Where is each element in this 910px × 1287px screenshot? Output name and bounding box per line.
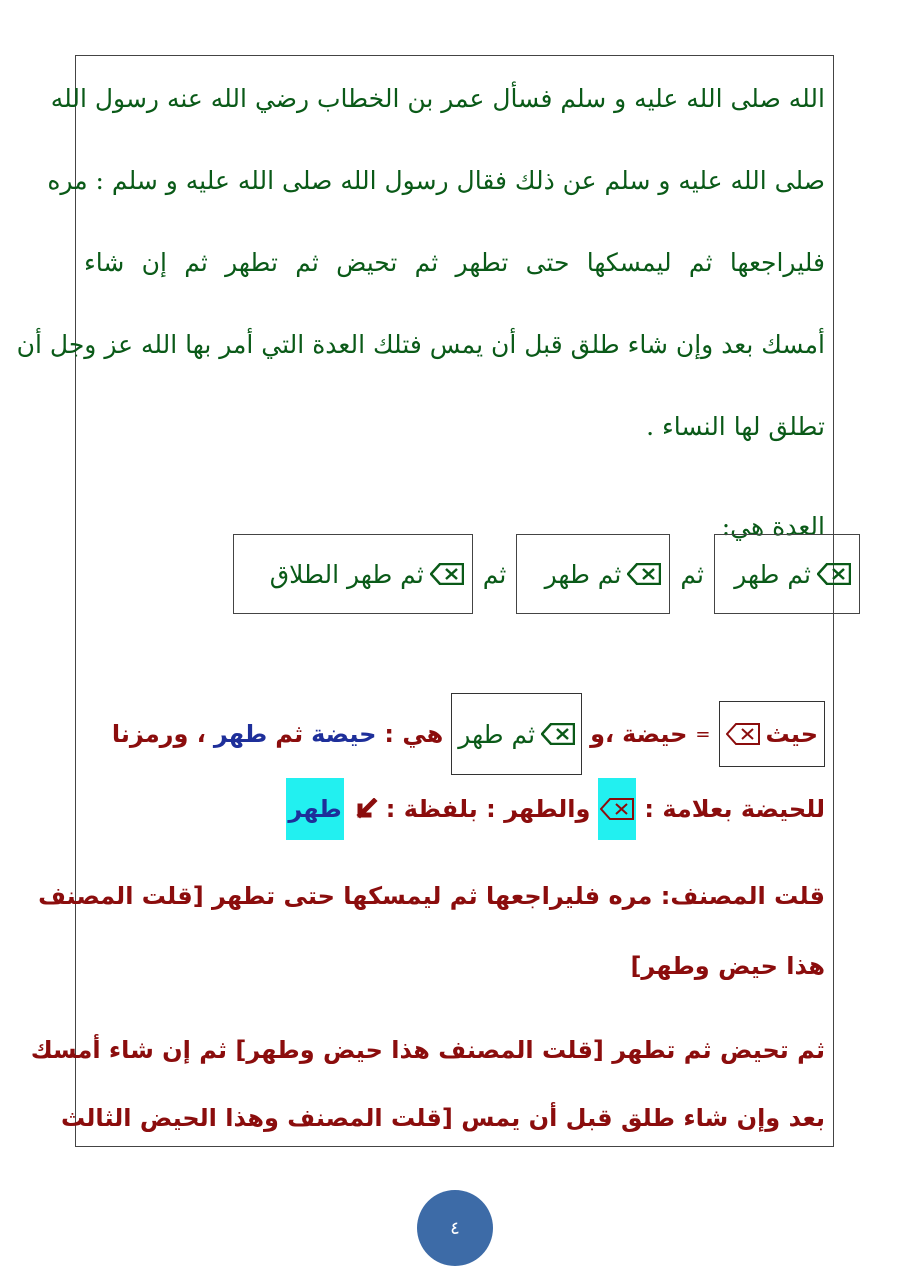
arrow-down-left-icon — [352, 798, 378, 820]
sequence-then-2: ثم — [482, 559, 507, 589]
rest-phrase: ، ورمزنا — [111, 720, 206, 748]
hadith-line-1: الله صلى الله عليه و سلم فسأل عمر بن الخطاب رضي الله عنه رسول الله — [50, 84, 825, 113]
hadith-line-5: تطلق لها النساء . — [646, 412, 825, 441]
hayda-blue-word: حيضة — [311, 720, 377, 748]
then-tuhr-label: ثم طهر — [458, 719, 536, 749]
is-word: هي : — [384, 720, 444, 748]
idda-sequence — [233, 533, 860, 615]
where-box — [719, 701, 826, 767]
sequence-then-1: ثم — [680, 559, 704, 589]
commentary-line-3: ثم تحيض ثم تطهر [قلت المصنف هذا حيض وطهر] ثم إن شاء أمسك — [30, 1036, 825, 1064]
hayda-word: حيضة — [622, 720, 688, 748]
hayda-tuhr-box — [451, 693, 582, 775]
commentary-line-2: هذا حيض وطهر] — [630, 952, 825, 980]
sequence-box-1 — [714, 534, 860, 614]
box-x-icon — [627, 563, 661, 585]
box-x-icon — [430, 563, 464, 585]
definition-line — [84, 692, 825, 776]
page-number-badge: ٤ — [417, 1190, 493, 1266]
box-x-icon — [541, 723, 575, 745]
box-x-icon — [817, 563, 851, 585]
symbols-line — [84, 778, 825, 840]
tuhr-highlight-word: طهر — [286, 778, 343, 840]
hadith-line-4: أمسك بعد وإن شاء طلق قبل أن يمس فتلك العدة التي أمر بها الله عز وجل أن — [16, 330, 825, 359]
sequence-label-2: ثم طهر — [544, 559, 622, 589]
sequence-label-1: ثم طهر — [734, 559, 811, 589]
box-x-icon — [726, 723, 760, 745]
hadith-line-2: صلى الله عليه و سلم عن ذلك فقال رسول الله صلى الله عليه و سلم : مره — [47, 166, 825, 195]
commentary-line-1: قلت المصنف: مره فليراجعها ثم ليمسكها حتى تطهر [قلت المصنف — [38, 882, 825, 910]
equals-sign: = — [695, 723, 711, 745]
hayda-symbol-highlight — [598, 778, 636, 840]
and-word: ،و — [590, 720, 615, 748]
sequence-box-3 — [233, 534, 473, 614]
idda-heading: العدة هي: — [721, 512, 825, 541]
hadith-line-3: فليراجعها ثم ليمسكها حتى تطهر ثم تحيض ثم تطهر ثم إن شاء — [84, 248, 825, 277]
sequence-label-3: ثم طهر الطلاق — [269, 559, 424, 589]
commentary-line-4: بعد وإن شاء طلق قبل أن يمس [قلت المصنف وهذا الحيض الثالث — [61, 1104, 825, 1132]
for-hayda-label: للحيضة بعلامة : — [644, 795, 825, 823]
box-x-icon — [600, 798, 634, 820]
sequence-box-2 — [516, 534, 670, 614]
tuhr-blue-word: طهر — [213, 720, 268, 748]
thumma-word: ثم — [275, 720, 304, 748]
and-tuhr-label: والطهر : بلفظة : — [385, 795, 591, 823]
where-word: حيث — [765, 720, 818, 748]
